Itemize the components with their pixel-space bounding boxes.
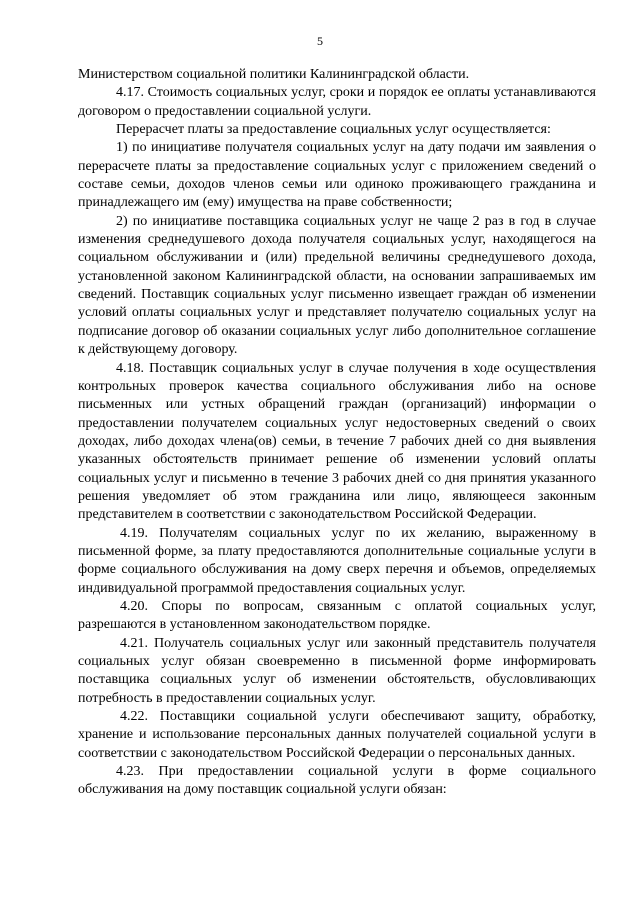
paragraph-4-21: 4.21. Получатель социальных услуг или законный представитель получателя социальных услуг обязан своевременно в письменной форме информировать поставщика социальных услуг об изменении обстоятельств, обусловливающих потребность в предоставлении социальных услуг.: [78, 635, 596, 706]
paragraph-4-23: 4.23. При предоставлении социальной услуги в форме социального обслуживания на дому поставщик социальной услуги обязан:: [78, 764, 596, 798]
page-number: 5: [317, 34, 323, 48]
paragraph-ministry-line: Министерством социальной политики Калининградской области.: [78, 67, 470, 82]
paragraph-item-2: 2) по инициативе поставщика социальных услуг не чаще 2 раз в год в случае изменения среднедушевого дохода получателя социальных услуг, находящегося на социальном обслуживании и (или) предельной величины среднедушевого дохода, установленной законом Калининградской области, на основании запрашиваемых им сведений. Поставщик социальных услуг письменно извещает граждан об изменении условий оплаты социальных услуг и представляет получателю социальных услуг на подписание договор об оказании социальных услуг либо дополнительное соглашение к действующему договору.: [78, 213, 596, 358]
paragraph-4-18: 4.18. Поставщик социальных услуг в случае получения в ходе осуществления контрольных проверок качества социального обслуживания либо на основе письменных или устных обращений граждан (организаций) информации о предоставлении получателем социальных услуг недостоверных сведений о своих доходах, либо доходах члена(ов) семьи, в течение 7 рабочих дней со дня выявления указанных обстоятельств принимает решение об изменении условий оплаты социальных услуг и письменно в течение 3 рабочих дней со дня принятия указанного решения уведомляет об этом гражданина или лицо, являющееся законным представителем в соответствии с законодательством Российской Федерации.: [78, 360, 596, 523]
paragraph-recalculation-intro: Перерасчет платы за предоставление социальных услуг осуществляется:: [116, 122, 551, 138]
paragraph-4-17: 4.17. Стоимость социальных услуг, сроки и порядок ее оплаты устанавливаются договором о предоставлении социальной услуги.: [78, 85, 596, 119]
paragraph-4-20: 4.20. Споры по вопросам, связанным с оплатой социальных услуг, разрешаются в установленном законодательством порядке.: [78, 598, 596, 633]
document-body: [78, 66, 596, 800]
paragraph-item-1: 1) по инициативе получателя социальных услуг на дату подачи им заявления о перерасчете платы за предоставление социальных услуг с приложением сведений о составе семьи, доходов членов семьи или одиноко проживающего гражданина и принадлежащего им (ему) имущества на праве собственности;: [78, 140, 596, 211]
paragraph-4-22: 4.22. Поставщики социальной услуги обеспечивают защиту, обработку, хранение и использование персональных данных получателей социальной услуги в соответствии с законодательством Российской Федерации о персональных данных.: [78, 709, 596, 761]
paragraph-4-19: 4.19. Получателям социальных услуг по их желанию, выраженному в письменной форме, за плату предоставляются дополнительные социальные услуги в форме социального обслуживания на дому сверх перечня и объемов, определяемых индивидуальной программой предоставления социальных услуг.: [78, 525, 596, 596]
